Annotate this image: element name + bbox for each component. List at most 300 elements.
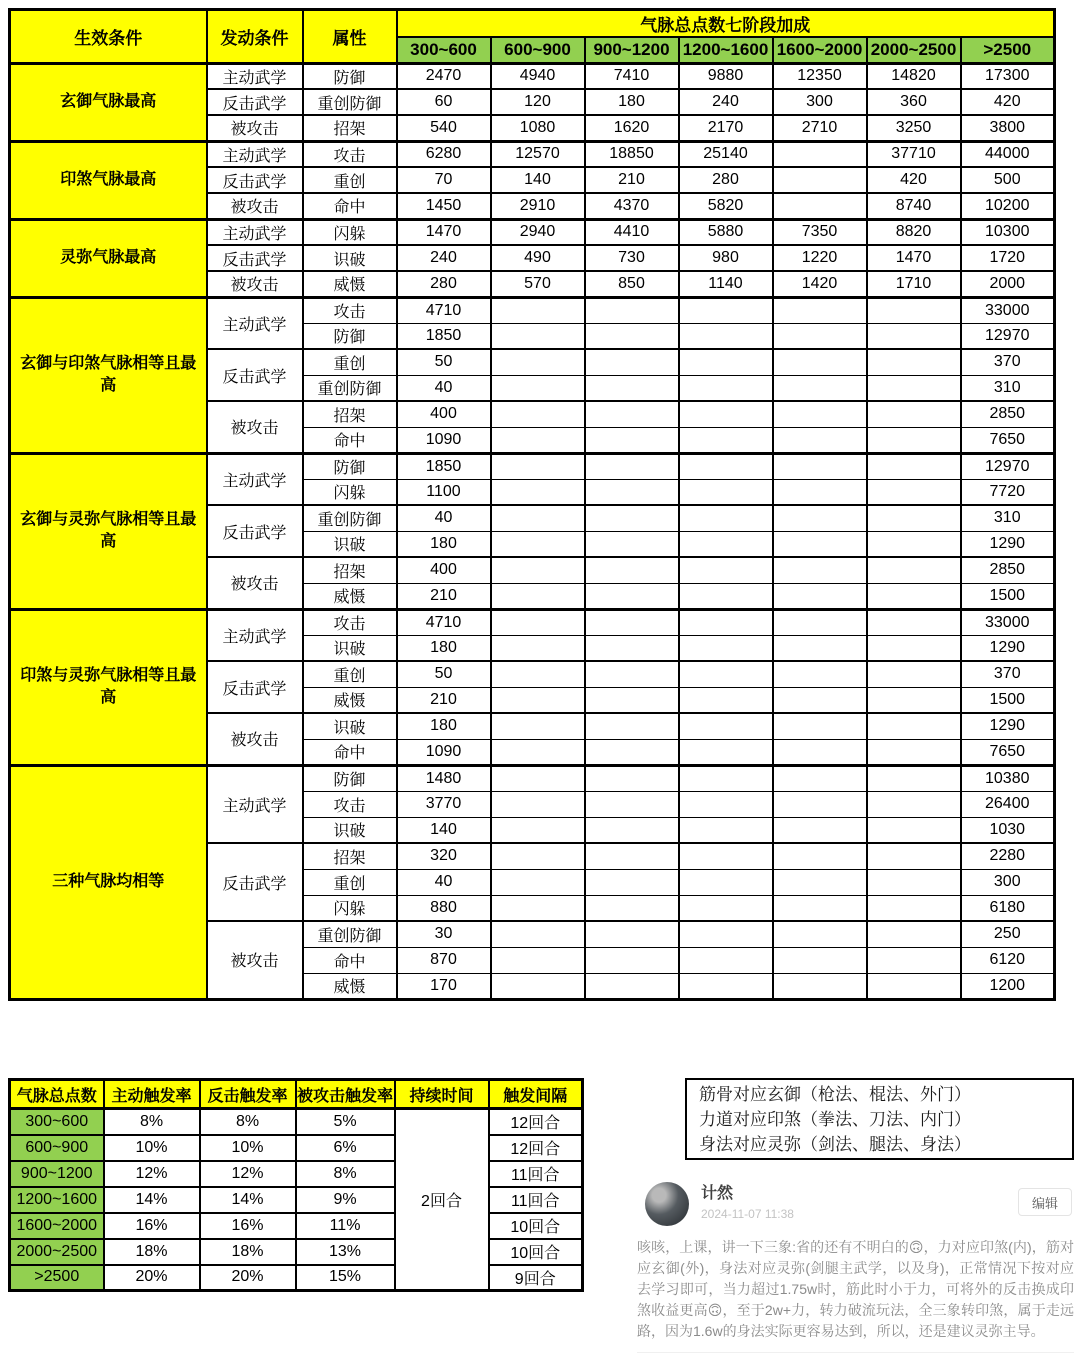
value-cell <box>773 557 867 583</box>
value-cell <box>867 375 961 401</box>
value-cell: 210 <box>585 167 679 193</box>
value-cell: 250 <box>961 921 1055 947</box>
value-cell <box>585 635 679 661</box>
attribute-cell: 闪躲 <box>303 895 397 921</box>
rate-table-body <box>10 1109 583 1291</box>
value-cell <box>867 687 961 713</box>
attribute-cell: 攻击 <box>303 141 397 167</box>
correspondence-line: 力道对应印煞（拳法、刀法、内门） <box>699 1109 971 1129</box>
trigger-cell: 被攻击 <box>207 557 303 609</box>
value-cell <box>585 557 679 583</box>
attribute-cell: 命中 <box>303 947 397 973</box>
value-cell: 1100 <box>397 479 491 505</box>
value-cell <box>679 427 773 453</box>
value-cell: 5820 <box>679 193 773 219</box>
value-cell: 12350 <box>773 63 867 89</box>
value-cell: 6120 <box>961 947 1055 973</box>
value-cell: 420 <box>961 89 1055 115</box>
value-cell <box>491 921 585 947</box>
trigger-cell: 主动武学 <box>207 219 303 245</box>
main-table-body <box>10 63 1055 999</box>
value-cell <box>585 609 679 635</box>
value-cell <box>679 453 773 479</box>
value-cell <box>679 349 773 375</box>
value-cell <box>773 661 867 687</box>
value-cell: 6180 <box>961 895 1055 921</box>
condition-cell: 三种气脉均相等 <box>10 765 207 999</box>
value-cell <box>679 739 773 765</box>
value-cell <box>679 505 773 531</box>
value-cell <box>679 583 773 609</box>
table-row <box>10 1109 583 1135</box>
value-cell: 1480 <box>397 765 491 791</box>
stage-header-cell: 300~600 <box>397 37 491 63</box>
value-cell <box>679 297 773 323</box>
condition-cell: 玄御与印煞气脉相等且最高 <box>10 297 207 453</box>
stage-header-cell: 2000~2500 <box>867 37 961 63</box>
counter-rate-cell: 12% <box>200 1161 296 1187</box>
stage-header-cell: >2500 <box>961 37 1055 63</box>
trigger-cell: 被攻击 <box>207 271 303 297</box>
value-cell <box>491 661 585 687</box>
value-cell <box>491 635 585 661</box>
value-cell <box>867 609 961 635</box>
range-cell: 1600~2000 <box>10 1213 104 1239</box>
value-cell <box>773 687 867 713</box>
value-cell: 33000 <box>961 609 1055 635</box>
value-cell <box>773 817 867 843</box>
stage-header-cell: 600~900 <box>491 37 585 63</box>
rate-header-cell: 触发间隔 <box>489 1080 583 1109</box>
value-cell: 1200 <box>961 973 1055 999</box>
table-row <box>10 609 1055 635</box>
attacked-rate-cell: 15% <box>296 1265 395 1291</box>
value-cell <box>867 349 961 375</box>
value-cell <box>867 713 961 739</box>
range-cell: 900~1200 <box>10 1161 104 1187</box>
value-cell <box>773 375 867 401</box>
value-cell <box>679 323 773 349</box>
attribute-cell: 重创 <box>303 661 397 687</box>
value-cell: 7350 <box>773 219 867 245</box>
value-cell: 1470 <box>867 245 961 271</box>
value-cell: 10300 <box>961 219 1055 245</box>
attribute-cell: 防御 <box>303 323 397 349</box>
trigger-cell: 主动武学 <box>207 765 303 843</box>
value-cell <box>585 375 679 401</box>
value-cell <box>867 531 961 557</box>
value-cell <box>491 297 585 323</box>
value-cell <box>773 791 867 817</box>
value-cell: 12970 <box>961 323 1055 349</box>
comment-author[interactable]: 计然 <box>701 1185 734 1202</box>
trigger-cell: 被攻击 <box>207 115 303 141</box>
value-cell <box>679 895 773 921</box>
value-cell: 2850 <box>961 401 1055 427</box>
rate-header-cell: 主动触发率 <box>104 1080 200 1109</box>
value-cell: 7720 <box>961 479 1055 505</box>
value-cell: 9880 <box>679 63 773 89</box>
value-cell: 420 <box>867 167 961 193</box>
value-cell: 4940 <box>491 63 585 89</box>
value-cell <box>867 557 961 583</box>
value-cell <box>585 739 679 765</box>
comment-card <box>637 1180 1074 1353</box>
attribute-cell: 识破 <box>303 245 397 271</box>
value-cell: 850 <box>585 271 679 297</box>
attribute-cell: 防御 <box>303 63 397 89</box>
value-cell: 1850 <box>397 323 491 349</box>
value-cell <box>491 869 585 895</box>
value-cell: 4710 <box>397 297 491 323</box>
value-cell: 14820 <box>867 63 961 89</box>
table-row <box>10 765 1055 791</box>
value-cell: 540 <box>397 115 491 141</box>
value-cell <box>491 973 585 999</box>
trigger-cell: 被攻击 <box>207 193 303 219</box>
value-cell: 300 <box>961 869 1055 895</box>
attribute-cell: 威慑 <box>303 271 397 297</box>
trigger-cell: 反击武学 <box>207 245 303 271</box>
value-cell: 12570 <box>491 141 585 167</box>
value-cell: 280 <box>397 271 491 297</box>
value-cell: 310 <box>961 505 1055 531</box>
attribute-cell: 命中 <box>303 193 397 219</box>
value-cell <box>773 479 867 505</box>
value-cell: 1500 <box>961 583 1055 609</box>
value-cell <box>867 973 961 999</box>
value-cell <box>773 193 867 219</box>
value-cell <box>773 167 867 193</box>
value-cell <box>773 609 867 635</box>
value-cell <box>867 661 961 687</box>
active-rate-cell: 12% <box>104 1161 200 1187</box>
table-row <box>10 1239 583 1265</box>
attacked-rate-cell: 13% <box>296 1239 395 1265</box>
value-cell: 5880 <box>679 219 773 245</box>
counter-rate-cell: 10% <box>200 1135 296 1161</box>
value-cell: 240 <box>397 245 491 271</box>
value-cell <box>491 765 585 791</box>
value-cell <box>491 375 585 401</box>
value-cell <box>773 921 867 947</box>
attacked-rate-cell: 5% <box>296 1109 395 1135</box>
value-cell: 2710 <box>773 115 867 141</box>
value-cell <box>773 947 867 973</box>
active-rate-cell: 18% <box>104 1239 200 1265</box>
value-cell: 870 <box>397 947 491 973</box>
value-cell <box>585 713 679 739</box>
value-cell <box>585 765 679 791</box>
value-cell <box>773 141 867 167</box>
value-cell <box>585 895 679 921</box>
range-cell: 300~600 <box>10 1109 104 1135</box>
duration-cell: 2回合 <box>395 1109 489 1291</box>
value-cell: 40 <box>397 375 491 401</box>
counter-rate-cell: 14% <box>200 1187 296 1213</box>
table-row <box>10 63 1055 89</box>
value-cell <box>585 661 679 687</box>
attribute-cell: 重创 <box>303 349 397 375</box>
value-cell <box>585 791 679 817</box>
value-cell <box>491 401 585 427</box>
value-cell: 320 <box>397 843 491 869</box>
attribute-cell: 招架 <box>303 843 397 869</box>
value-cell: 7650 <box>961 739 1055 765</box>
value-cell: 18850 <box>585 141 679 167</box>
active-rate-cell: 20% <box>104 1265 200 1291</box>
value-cell: 6280 <box>397 141 491 167</box>
value-cell <box>679 869 773 895</box>
value-cell: 1710 <box>867 271 961 297</box>
comment-date: 2024-11-07 11:38 <box>701 1207 794 1221</box>
trigger-cell: 被攻击 <box>207 401 303 453</box>
value-cell <box>585 427 679 453</box>
stage-header-cell: 1600~2000 <box>773 37 867 63</box>
trigger-cell: 主动武学 <box>207 297 303 349</box>
value-cell: 1420 <box>773 271 867 297</box>
range-cell: 1200~1600 <box>10 1187 104 1213</box>
value-cell: 500 <box>961 167 1055 193</box>
value-cell: 2000 <box>961 271 1055 297</box>
value-cell <box>867 427 961 453</box>
value-cell <box>585 817 679 843</box>
value-cell: 880 <box>397 895 491 921</box>
value-cell <box>585 947 679 973</box>
active-rate-cell: 16% <box>104 1213 200 1239</box>
value-cell <box>585 453 679 479</box>
value-cell: 120 <box>491 89 585 115</box>
correspondence-box <box>685 1078 1074 1160</box>
value-cell: 310 <box>961 375 1055 401</box>
attribute-cell: 威慑 <box>303 973 397 999</box>
trigger-cell: 反击武学 <box>207 89 303 115</box>
value-cell <box>679 973 773 999</box>
value-cell <box>867 323 961 349</box>
value-cell: 180 <box>397 635 491 661</box>
value-cell: 730 <box>585 245 679 271</box>
value-cell: 40 <box>397 869 491 895</box>
value-cell: 1090 <box>397 739 491 765</box>
value-cell <box>491 843 585 869</box>
value-cell: 1290 <box>961 531 1055 557</box>
value-cell <box>585 921 679 947</box>
value-cell: 1470 <box>397 219 491 245</box>
table-row <box>10 1265 583 1291</box>
value-cell: 44000 <box>961 141 1055 167</box>
value-cell <box>679 531 773 557</box>
counter-rate-cell: 16% <box>200 1213 296 1239</box>
attribute-cell: 威慑 <box>303 583 397 609</box>
value-cell <box>867 739 961 765</box>
interval-cell: 9回合 <box>489 1265 583 1291</box>
attribute-cell: 闪躲 <box>303 219 397 245</box>
value-cell <box>585 297 679 323</box>
value-cell <box>491 557 585 583</box>
value-cell <box>773 401 867 427</box>
value-cell: 30 <box>397 921 491 947</box>
attribute-cell: 重创防御 <box>303 375 397 401</box>
counter-rate-cell: 18% <box>200 1239 296 1265</box>
value-cell: 2850 <box>961 557 1055 583</box>
value-cell: 60 <box>397 89 491 115</box>
header-trigger: 发动条件 <box>207 10 303 64</box>
value-cell <box>491 609 585 635</box>
value-cell <box>491 947 585 973</box>
attribute-cell: 重创 <box>303 869 397 895</box>
attribute-cell: 识破 <box>303 635 397 661</box>
value-cell: 490 <box>491 245 585 271</box>
rate-header-cell: 气脉总点数 <box>10 1080 104 1109</box>
value-cell: 360 <box>867 89 961 115</box>
correspondence-line: 筋骨对应玄御（枪法、棍法、外门） <box>699 1084 971 1104</box>
value-cell <box>491 323 585 349</box>
interval-cell: 11回合 <box>489 1161 583 1187</box>
condition-cell: 灵弥气脉最高 <box>10 219 207 297</box>
value-cell <box>773 583 867 609</box>
value-cell <box>679 921 773 947</box>
value-cell <box>679 609 773 635</box>
buff-table <box>8 8 1056 1001</box>
avatar[interactable] <box>645 1182 689 1226</box>
value-cell: 1290 <box>961 713 1055 739</box>
table-row <box>10 141 1055 167</box>
value-cell: 1090 <box>397 427 491 453</box>
value-cell: 8820 <box>867 219 961 245</box>
value-cell <box>867 791 961 817</box>
value-cell <box>585 479 679 505</box>
value-cell: 7410 <box>585 63 679 89</box>
edit-button[interactable]: 编辑 <box>1018 1188 1072 1216</box>
condition-cell: 印煞气脉最高 <box>10 141 207 219</box>
value-cell <box>773 453 867 479</box>
value-cell <box>491 505 585 531</box>
trigger-cell: 反击武学 <box>207 661 303 713</box>
value-cell: 4410 <box>585 219 679 245</box>
value-cell: 2470 <box>397 63 491 89</box>
attacked-rate-cell: 6% <box>296 1135 395 1161</box>
counter-rate-cell: 8% <box>200 1109 296 1135</box>
value-cell: 170 <box>397 973 491 999</box>
value-cell <box>491 791 585 817</box>
value-cell <box>773 765 867 791</box>
attribute-cell: 攻击 <box>303 609 397 635</box>
value-cell: 1290 <box>961 635 1055 661</box>
value-cell <box>773 531 867 557</box>
value-cell <box>585 505 679 531</box>
attribute-cell: 识破 <box>303 817 397 843</box>
stage-header-cell: 900~1200 <box>585 37 679 63</box>
range-cell: 2000~2500 <box>10 1239 104 1265</box>
attacked-rate-cell: 8% <box>296 1161 395 1187</box>
value-cell <box>867 765 961 791</box>
attribute-cell: 招架 <box>303 115 397 141</box>
value-cell <box>585 401 679 427</box>
value-cell: 180 <box>397 713 491 739</box>
value-cell: 12970 <box>961 453 1055 479</box>
attribute-cell: 攻击 <box>303 297 397 323</box>
value-cell: 10380 <box>961 765 1055 791</box>
value-cell: 1450 <box>397 193 491 219</box>
attribute-cell: 防御 <box>303 453 397 479</box>
rate-header-cell: 反击触发率 <box>200 1080 296 1109</box>
value-cell: 1500 <box>961 687 1055 713</box>
value-cell <box>773 739 867 765</box>
header-row-top <box>10 10 1055 38</box>
value-cell <box>773 973 867 999</box>
value-cell: 240 <box>679 89 773 115</box>
trigger-cell: 反击武学 <box>207 167 303 193</box>
table-row <box>10 1135 583 1161</box>
value-cell: 4370 <box>585 193 679 219</box>
range-cell: 600~900 <box>10 1135 104 1161</box>
value-cell <box>491 479 585 505</box>
interval-cell: 10回合 <box>489 1213 583 1239</box>
value-cell <box>867 297 961 323</box>
trigger-cell: 反击武学 <box>207 505 303 557</box>
value-cell <box>585 869 679 895</box>
value-cell <box>491 687 585 713</box>
value-cell: 2910 <box>491 193 585 219</box>
attacked-rate-cell: 11% <box>296 1213 395 1239</box>
active-rate-cell: 14% <box>104 1187 200 1213</box>
correspondence-line: 身法对应灵弥（剑法、腿法、身法） <box>699 1134 971 1154</box>
table-row <box>10 219 1055 245</box>
rate-header-cell: 被攻击触发率 <box>296 1080 395 1109</box>
trigger-cell: 主动武学 <box>207 609 303 661</box>
value-cell <box>679 713 773 739</box>
attribute-cell: 招架 <box>303 557 397 583</box>
rate-header-row <box>10 1080 583 1109</box>
stage-header-cell: 1200~1600 <box>679 37 773 63</box>
condition-cell: 印煞与灵弥气脉相等且最高 <box>10 609 207 765</box>
value-cell <box>867 843 961 869</box>
value-cell: 1140 <box>679 271 773 297</box>
condition-cell: 玄御气脉最高 <box>10 63 207 141</box>
attribute-cell: 威慑 <box>303 687 397 713</box>
value-cell <box>679 479 773 505</box>
value-cell <box>585 583 679 609</box>
trigger-cell: 被攻击 <box>207 921 303 999</box>
value-cell: 1030 <box>961 817 1055 843</box>
attribute-cell: 闪躲 <box>303 479 397 505</box>
rate-header-cell: 持续时间 <box>395 1080 489 1109</box>
value-cell <box>773 713 867 739</box>
value-cell: 7650 <box>961 427 1055 453</box>
trigger-rate-table <box>8 1078 584 1292</box>
value-cell <box>867 635 961 661</box>
value-cell <box>773 635 867 661</box>
value-cell <box>867 895 961 921</box>
table-row <box>10 1187 583 1213</box>
value-cell <box>867 869 961 895</box>
value-cell <box>679 661 773 687</box>
value-cell <box>491 817 585 843</box>
header-attr: 属性 <box>303 10 397 64</box>
value-cell: 8740 <box>867 193 961 219</box>
header-stages-title: 气脉总点数七阶段加成 <box>397 10 1055 38</box>
value-cell <box>867 401 961 427</box>
attribute-cell: 重创防御 <box>303 921 397 947</box>
value-cell <box>773 297 867 323</box>
attacked-rate-cell: 9% <box>296 1187 395 1213</box>
value-cell <box>867 479 961 505</box>
value-cell: 2280 <box>961 843 1055 869</box>
value-cell <box>867 453 961 479</box>
value-cell <box>773 427 867 453</box>
value-cell: 26400 <box>961 791 1055 817</box>
value-cell <box>679 557 773 583</box>
